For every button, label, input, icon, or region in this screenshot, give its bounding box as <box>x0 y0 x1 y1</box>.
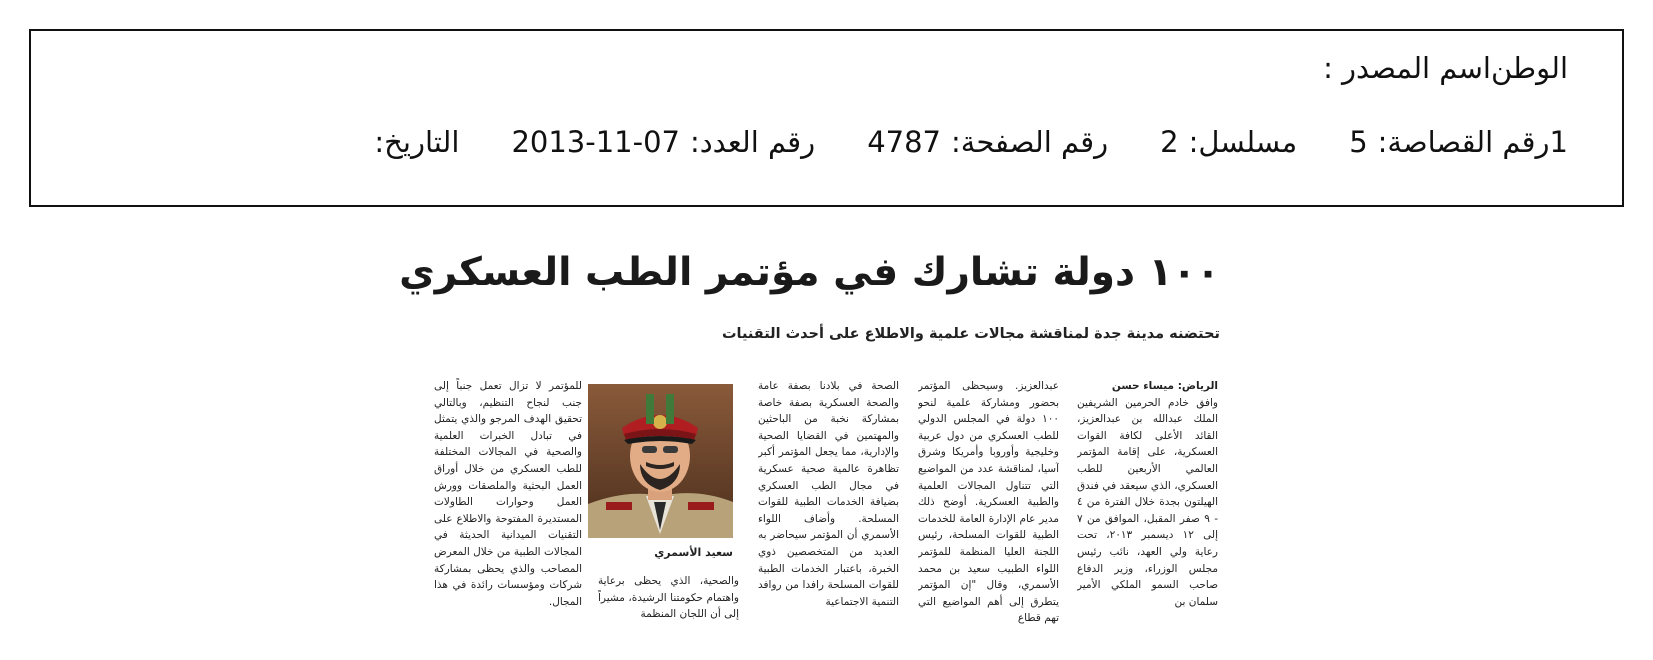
photo-caption: سعيد الأسمري <box>654 546 733 559</box>
date-value: 2013-11-07 <box>511 125 680 159</box>
column-5-text: للمؤتمر لا تزال تعمل جنباً إلى جنب لنجاح التنظيم، وبالتالي تحقيق الهدف المرجو والذي يتمثل في تبادل الخبرات العلمية والصحية في المجالات المختلفة للطب العسكري من خلال أوراق العمل البحثية والملصقات وورش العمل وحوارات الطاولات المستديرة المفتوحة والاطلاع على التقنيات الميدانية الحديثة في المجالات الطبية من خلال المعرض المصاحب والذي يحظى بمشاركة شركات ومؤسسات رائدة في هذا المجال. <box>434 380 582 608</box>
serial-value: 5 <box>1349 125 1368 159</box>
column-3-text: الصحة في بلادنا بصفة عامة والصحة العسكرية بصفة خاصة بمشاركة نخبة من الباحثين والمهتمين في القضايا الصحية والإدارية، مما يجعل المؤتمر أكبر تظاهرة عالمية صحية عسكرية في مجال الطب العسكري بضيافة الخدمات الطبية للقوات المسلحة. وأضاف اللواء الأسمري أن المؤتمر سيحاضر به العديد من المتخصصين ذوي الخبرة، باعتبار الخدمات الطبية للقوات المسلحة رافدا من روافد التنمية الاجتماعية <box>758 380 899 608</box>
article-column-3 <box>758 378 899 630</box>
column-2-text: عبدالعزيز. وسيحظى المؤتمر بحضور ومشاركة علمية لنحو ١٠٠ دولة في المجلس الدولي للطب العسكري من دول عربية وخليجية وأوروبا وأمريكا وشرق آسيا، لمناقشة عدد من المواضيع التي تتناول المجالات العلمية والطبية العسكرية. أوضح ذلك مدير عام الإدارة العامة للخدمات الطبية للقوات المسلحة، رئيس اللجنة العليا المنظمة للمؤتمر اللواء الطبيب سعيد بن محمد الأسمري، وقال "إن المؤتمر يتطرق إلى أهم المواضيع التي تهم قطاع <box>918 380 1059 625</box>
article-headline: ١٠٠ دولة تشارك في مؤتمر الطب العسكري <box>399 250 1220 295</box>
issue-label: رقم العدد: <box>690 125 816 159</box>
article-subheadline: تحتضنه مدينة جدة لمناقشة مجالات علمية والاطلاع على أحدث التقنيات <box>721 326 1220 342</box>
column-4-text: والصحية، الذي يحظى برعاية واهتمام حكومتنا الرشيدة، مشيراً إلى أن اللجان المنظمة <box>598 575 739 621</box>
article-column-5 <box>434 378 582 630</box>
source-label: اسم المصدر : <box>1323 51 1491 85</box>
clip-label: رقم القصاصة: <box>1377 125 1550 159</box>
details-row <box>364 125 1568 159</box>
official-portrait-photo <box>588 384 733 538</box>
page-label: رقم الصفحة: <box>951 125 1109 159</box>
source-info-box <box>29 29 1624 207</box>
column-1-text: وافق خادم الحرمين الشريفين الملك عبدالله بن عبدالعزيز، القائد الأعلى لكافة القوات العسكرية، على إقامة المؤتمر العالمي الأربعين للطب العسكري، الذي سيعقد في فندق الهيلتون بجدة خلال الفترة من ٤ - ٩ صفر المقبل، الموافق من ٧ إلى ١٢ ديسمبر ٢٠١٣، تحت رعاية ولي العهد، نائب رئيس مجلس الوزراء، وزير الدفاع صاحب السمو الملكي الأمير سلمان بن <box>1077 396 1218 608</box>
clip-value: 1 <box>1549 125 1568 159</box>
portrait-illustration <box>588 384 733 538</box>
source-value: الوطن <box>1490 51 1568 85</box>
source-row <box>1231 51 1568 85</box>
page-value: 2 <box>1160 125 1179 159</box>
article-column-4 <box>598 573 739 630</box>
article-column-1 <box>1077 378 1218 630</box>
serial-label: مسلسل: <box>1188 125 1298 159</box>
date-label: التاريخ: <box>374 125 460 159</box>
article-column-2 <box>918 378 1059 630</box>
issue-value: 4787 <box>867 125 941 159</box>
article-byline: الرياض: ميساء حسن <box>1111 380 1218 392</box>
